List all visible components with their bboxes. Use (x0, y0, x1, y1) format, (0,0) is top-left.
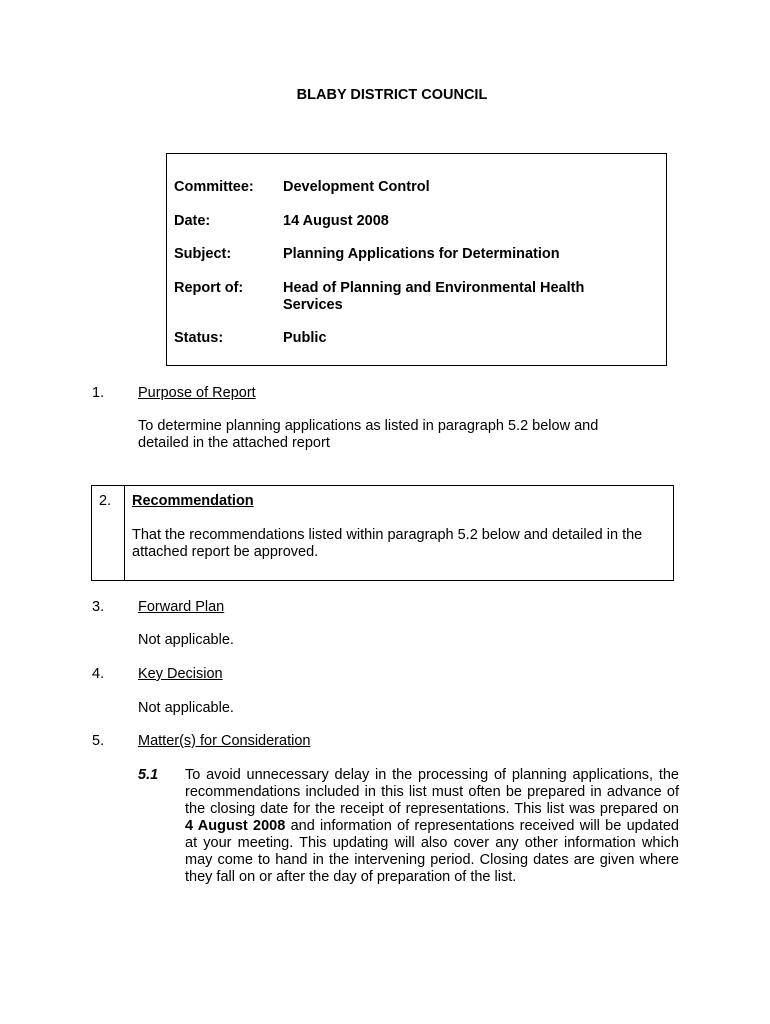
section-1-heading: Purpose of Report (138, 385, 256, 401)
section-5-number: 5. (92, 733, 105, 749)
committee-value: Development Control (283, 179, 430, 195)
section-4-number: 4. (92, 666, 105, 682)
section-4-text: Not applicable. (138, 700, 234, 716)
section-5-heading: Matter(s) for Consideration (138, 733, 311, 749)
recommendation-box-divider (124, 485, 125, 581)
report-of-label: Report of: (174, 280, 244, 296)
subsection-5-1-text (185, 767, 679, 886)
section-2-heading: Recommendation (132, 493, 254, 509)
committee-label: Committee: (174, 179, 254, 195)
report-of-value: Head of Planning and Environmental Health Services (283, 280, 585, 313)
section-4-heading: Key Decision (138, 666, 223, 682)
section-1-text: To determine planning applications as listed in paragraph 5.2 below and detailed in the attached report (138, 418, 599, 451)
status-value: Public (283, 330, 327, 346)
subsection-5-1-prepared-date: 4 August 2008 (185, 818, 286, 834)
subsection-5-1-text-part-2: and information of representations received will be updated at your meeting. This updating will also cover any other information which may come to hand in the intervening period. Closing dates are given where they fall on or after the day of preparation of the list. (185, 818, 679, 885)
section-3-heading: Forward Plan (138, 599, 225, 615)
section-2-number: 2. (99, 493, 112, 509)
section-1-number: 1. (92, 385, 105, 401)
section-2-text: That the recommendations listed within paragraph 5.2 below and detailed in the attached report be approved. (132, 527, 643, 560)
subject-value: Planning Applications for Determination (283, 246, 560, 262)
section-3-text: Not applicable. (138, 632, 234, 648)
status-label: Status: (174, 330, 224, 346)
subsection-5-1-number: 5.1 (138, 767, 159, 783)
date-label: Date: (174, 213, 211, 229)
document-title: BLABY DISTRICT COUNCIL (296, 87, 488, 103)
date-value: 14 August 2008 (283, 213, 389, 229)
subsection-5-1-text-part-1: To avoid unnecessary delay in the processing of planning applications, the recommendations included in this list must often be prepared in advance of the closing date for the receipt of representations. This list was prepared on (185, 767, 679, 817)
subject-label: Subject: (174, 246, 232, 262)
section-3-number: 3. (92, 599, 105, 615)
